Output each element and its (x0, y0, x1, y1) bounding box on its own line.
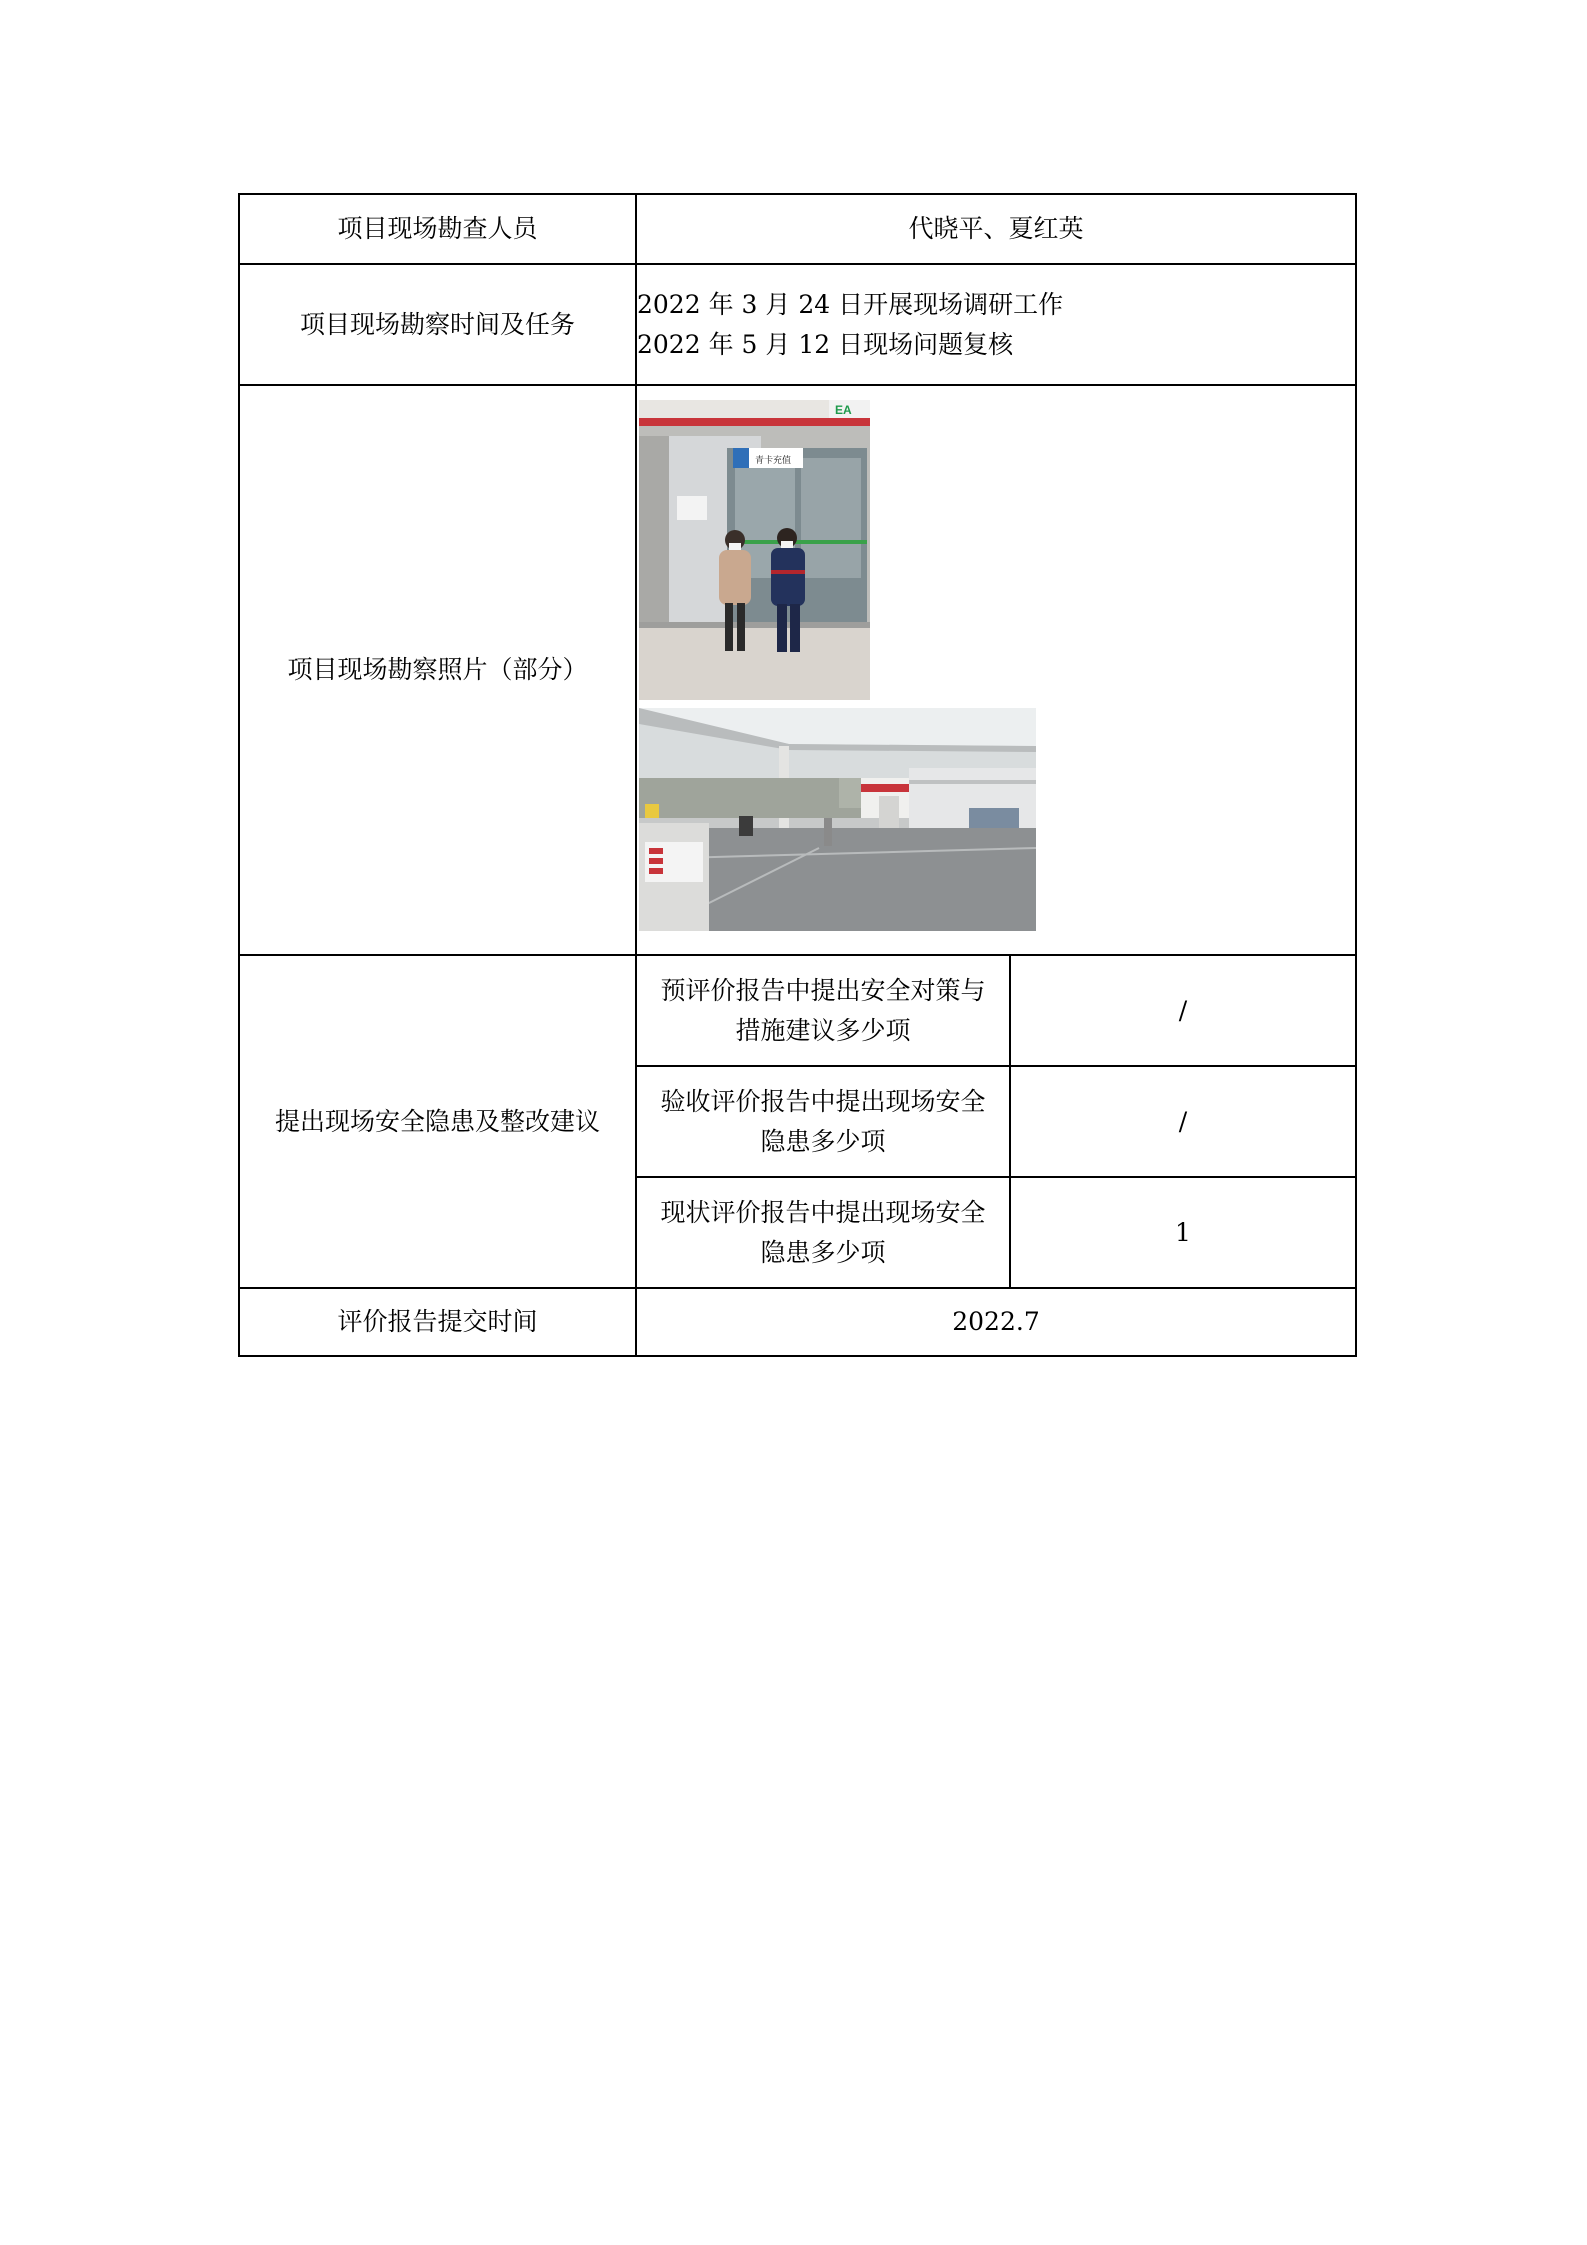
hazard-question-status: 现状评价报告中提出现场安全 隐患多少项 (636, 1177, 1010, 1288)
row-hazard-pre (239, 955, 1356, 1066)
row-inspectors (239, 194, 1356, 264)
hazard-question-pre: 预评价报告中提出安全对策与 措施建议多少项 (636, 955, 1010, 1066)
time-task-label: 项目现场勘察时间及任务 (239, 264, 636, 385)
hazards-label: 提出现场安全隐患及整改建议 (239, 955, 636, 1288)
svg-text:EA: EA (835, 403, 852, 417)
time-task-line-2: 2022 年 5 月 12 日现场问题复核 (637, 329, 1014, 359)
photos-label: 项目现场勘察照片（部分） (239, 385, 636, 955)
time-task-value (636, 264, 1356, 385)
site-photo-forecourt (639, 708, 1036, 931)
row-submit (239, 1288, 1356, 1356)
inspectors-label: 项目现场勘查人员 (239, 194, 636, 264)
hazard-answer-status: 1 (1010, 1177, 1356, 1288)
time-task-line-1: 2022 年 3 月 24 日开展现场调研工作 (637, 289, 1064, 319)
kiosk-sign-text: 青卡充值 (755, 456, 792, 466)
inspectors-value: 代晓平、夏红英 (636, 194, 1356, 264)
hazard-answer-pre: / (1010, 955, 1356, 1066)
hazard-answer-acceptance: / (1010, 1066, 1356, 1177)
submit-value: 2022.7 (636, 1288, 1356, 1356)
survey-info-table (238, 193, 1357, 1357)
submit-label: 评价报告提交时间 (239, 1288, 636, 1356)
hazard-question-acceptance: 验收评价报告中提出现场安全 隐患多少项 (636, 1066, 1010, 1177)
row-time-task (239, 264, 1356, 385)
row-photos (239, 385, 1356, 955)
site-photo-kiosk (639, 400, 870, 700)
photos-cell (636, 385, 1356, 955)
